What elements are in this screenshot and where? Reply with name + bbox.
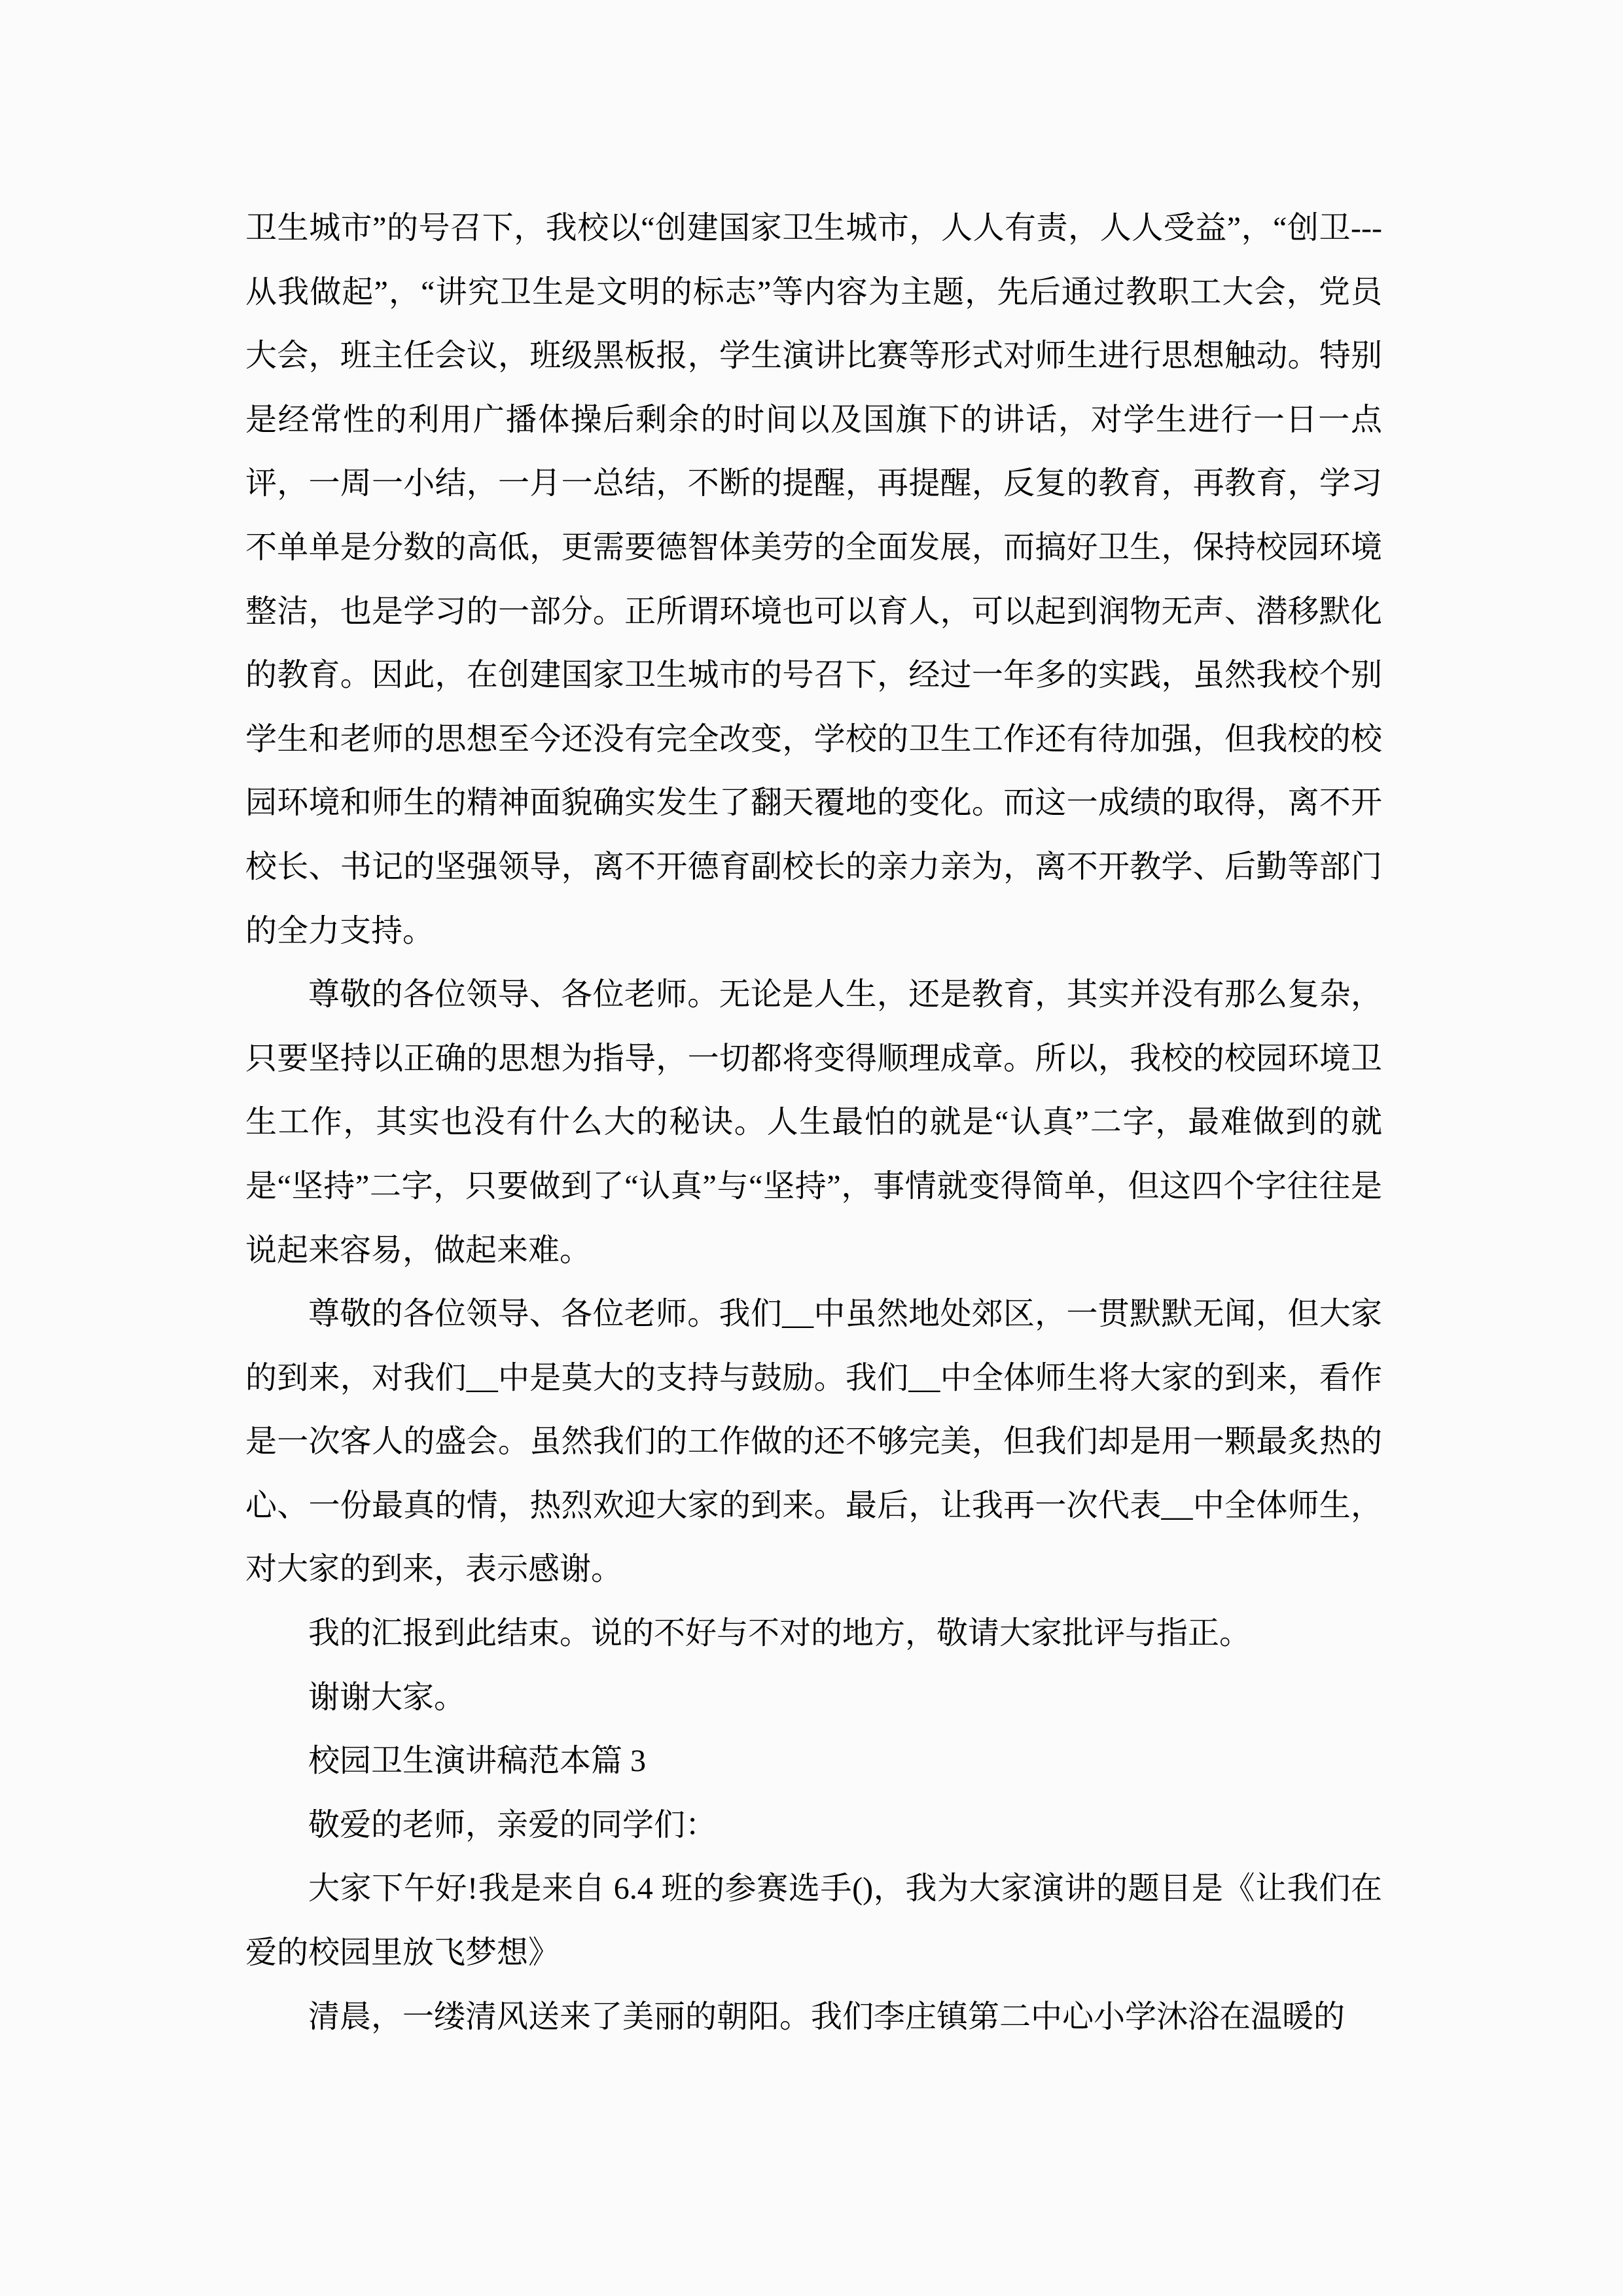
paragraph: 谢谢大家。: [308, 1679, 466, 1715]
salutation: 敬爱的老师，亲爱的同学们：: [308, 1807, 717, 1842]
section-heading: 校园卫生演讲稿范本篇 3: [308, 1744, 647, 1779]
paragraph: 尊敬的各位领导、各位老师。无论是人生，还是教育，其实并没有那么复杂，只要坚持以正确的思想为指导，一切都将变得顺理成章。所以，我校的校园环境卫生工作，其实也没有什么大的秘诀。人生最怕的就是“认真”二字，最难做到的就是“坚持”二字，只要做到了“认真”与“坚持”，事情就变得简单，但这四个字往往是说起来容易，做起来难。: [245, 977, 1382, 1268]
paragraph-continuation: 卫生城市”的号召下，我校以“创建国家卫生城市，人人有责，人人受益”，“创卫---从我做起”，“讲究卫生是文明的标志”等内容为主题，先后通过教职工大会，党员大会，班主任会议，班级黑板报，学生演讲比赛等形式对师生进行思想触动。特别是经常性的利用广播体操后剩余的时间以及国旗下的讲话，对学生进行一日一点评，一周一小结，一月一总结，不断的提醒，再提醒，反复的教育，再教育，学习不单单是分数的高低，更需要德智体美劳的全面发展，而搞好卫生，保持校园环境整洁，也是学习的一部分。正所谓环境也可以育人，可以起到润物无声、潜移默化的教育。因此，在创建国家卫生城市的号召下，经过一年多的实践，虽然我校个别学生和老师的思想至今还没有完全改变，学校的卫生工作还有待加强，但我校的校园环境和师生的精神面貌确实发生了翻天覆地的变化。而这一成绩的取得，离不开校长、书记的坚强领导，离不开德育副校长的亲力亲为，离不开教学、后勤等部门的全力支持。: [245, 211, 1382, 948]
paragraph: 清晨，一缕清风送来了美丽的朝阳。我们李庄镇第二中心小学沐浴在温暖的: [308, 1999, 1346, 2034]
paragraph: 我的汇报到此结束。说的不好与不对的地方，敬请大家批评与指正。: [308, 1616, 1251, 1651]
paragraph: 尊敬的各位领导、各位老师。我们__中虽然地处郊区，一贯默默无闻，但大家的到来，对我们__中是莫大的支持与鼓励。我们__中全体师生将大家的到来，看作是一次客人的盛会。虽然我们的工作做的还不够完美，但我们却是用一颗最炙热的心、一份最真的情，热烈欢迎大家的到来。最后，让我再一次代表__中全体师生，对大家的到来，表示感谢。: [245, 1297, 1382, 1587]
paragraph: 大家下午好!我是来自 6.4 班的参赛选手()，我为大家演讲的题目是《让我们在爱的校园里放飞梦想》: [245, 1871, 1382, 1971]
document-body: [245, 196, 1382, 2049]
